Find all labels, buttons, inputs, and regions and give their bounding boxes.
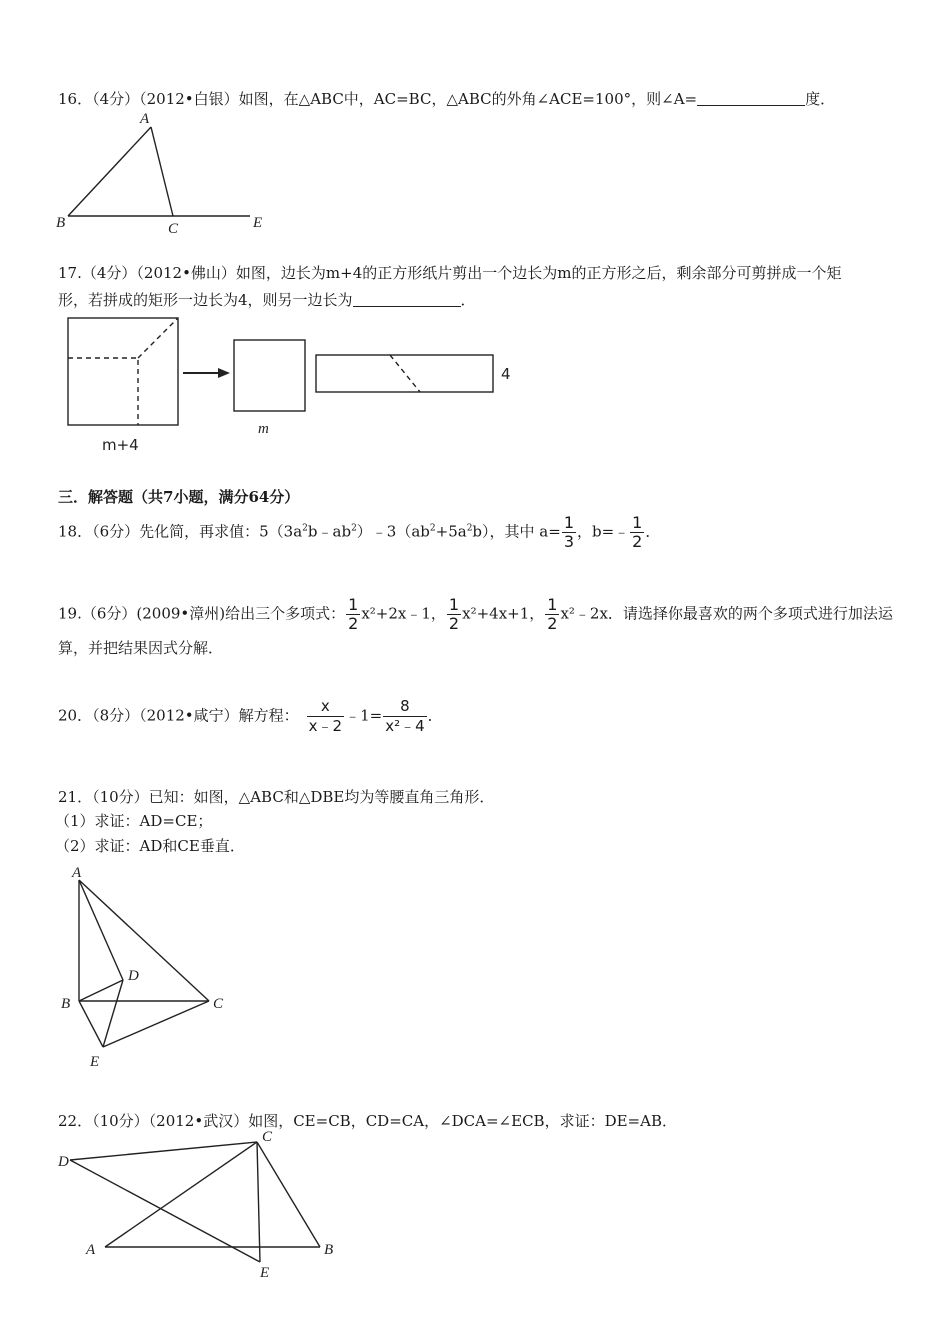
label-b: B — [56, 215, 66, 231]
q18-part5: b），其中 a= — [472, 522, 561, 541]
segment-be — [79, 1001, 103, 1047]
figure-21-triangles — [55, 862, 255, 1072]
segment-ad — [79, 880, 123, 980]
question-21-line1: 21．（10分）已知：如图，△ABC和△DBE均为等腰直角三角形． — [58, 788, 495, 806]
segment-bd — [79, 980, 123, 1001]
label-e: E — [90, 1054, 100, 1070]
fraction-right: $\frac{8}{\text{x²﹣4}}$ — [385, 697, 425, 735]
label-a: A — [72, 865, 82, 881]
label-4: 4 — [501, 365, 511, 383]
fraction-half-2: $\frac{1}{2}$ — [448, 595, 460, 633]
question-19-line2: 算，并把结果因式分解． — [58, 639, 224, 657]
label-d: D — [58, 1154, 69, 1170]
label-b: B — [324, 1242, 334, 1258]
section-3-header: 三．解答题（共7小题，满分64分） — [58, 488, 300, 506]
question-21-line3: （2）求证：AD和CE垂直． — [55, 837, 245, 855]
question-17-line2-row — [58, 289, 476, 311]
label-e: E — [253, 215, 263, 231]
q18-sup4: 2 — [466, 523, 473, 534]
q18-part1: 18．（6分）先化简，再求值：5（3a — [58, 522, 303, 541]
answer-blank — [353, 290, 461, 307]
q18-end: ． — [645, 522, 661, 541]
q20-part1: 20．（8分）（2012•咸宁）解方程： — [58, 706, 299, 725]
fraction-half-1: $\frac{1}{2}$ — [348, 595, 359, 633]
small-square — [234, 340, 305, 411]
rectangle-seam-dashed — [390, 355, 420, 392]
label-a: A — [86, 1242, 96, 1258]
segment-ce — [257, 1142, 260, 1262]
q18-part4: +5a — [435, 522, 467, 541]
segment-cb — [257, 1142, 320, 1247]
q18-sup1: 2 — [302, 523, 308, 534]
question-19 — [58, 596, 893, 633]
figure-17-squares — [60, 312, 530, 457]
segment-de — [103, 980, 123, 1047]
label-c: C — [262, 1129, 273, 1145]
inner-square-dashed — [68, 358, 138, 425]
big-square — [68, 318, 178, 425]
figure-22-triangles — [50, 1127, 360, 1282]
label-a: A — [140, 111, 150, 127]
q18-sup3: 2 — [429, 523, 436, 534]
q18-sup2: 2 — [351, 523, 357, 534]
side-ac — [151, 127, 173, 216]
segment-ce — [103, 1001, 209, 1047]
label-b: B — [61, 996, 71, 1012]
figure-16-triangle — [50, 105, 290, 240]
label-c: C — [168, 221, 179, 237]
q19-term2: x²+4x+1， — [462, 604, 545, 623]
question-17-line2: 形，若拼成的矩形一边长为4，则另一边长为 — [58, 291, 353, 309]
question-20 — [58, 697, 443, 736]
arrow-right-icon — [218, 368, 230, 378]
question-18 — [58, 514, 660, 551]
label-e: E — [260, 1265, 270, 1281]
q20-mid: ﹣1= — [345, 706, 383, 725]
fraction-half-3: $\frac{1}{2}$ — [547, 595, 558, 633]
fraction-a: $\frac{1}{3}$ — [563, 513, 574, 551]
fraction-b: $\frac{1}{2}$ — [632, 513, 643, 551]
segment-dc — [70, 1142, 257, 1160]
fraction-left: $\frac{x}{x﹣2}$ — [308, 697, 343, 735]
question-17-suffix: ． — [460, 291, 476, 309]
q19-part1: 19.（6分）(2009•漳州)给出三个多项式： — [58, 604, 346, 623]
q19-term3: x²﹣2x．请选择你最喜欢的两个多项式进行加法运 — [560, 604, 893, 623]
cut-line-dashed — [138, 318, 178, 358]
q20-end: ． — [427, 706, 443, 725]
label-m-plus-4: m+4 — [102, 436, 139, 454]
q19-term1: x²+2x﹣1， — [361, 604, 446, 623]
label-c: C — [213, 996, 224, 1012]
label-d: D — [128, 968, 139, 984]
question-16-suffix: 度． — [805, 90, 836, 108]
result-rectangle — [316, 355, 493, 392]
question-17 — [58, 262, 841, 284]
q18-part2: b﹣ab — [307, 522, 352, 541]
q18-part6: ，b=﹣ — [577, 522, 630, 541]
segment-ac — [105, 1142, 257, 1247]
question-16-text: 16．（4分）（2012•白银）如图，在△ABC中，AC=BC，△ABC的外角∠ACE=100°，则∠A= — [58, 90, 698, 108]
side-ab — [68, 127, 151, 216]
q18-part3: ）﹣3（ab — [356, 522, 430, 541]
question-21-line2: （1）求证：AD=CE； — [55, 812, 213, 830]
question-22-line1: 22．（10分）（2012•武汉）如图，CE=CB，CD=CA，∠DCA=∠ECB，求证：DE=AB． — [58, 1112, 677, 1130]
segment-ac — [79, 880, 209, 1001]
question-17-line1: 17.（4分）（2012•佛山）如图，边长为m+4的正方形纸片剪出一个边长为m的正方形之后，剩余部分可剪拼成一个矩 — [58, 264, 842, 282]
label-m: m — [258, 421, 269, 437]
answer-blank — [697, 89, 805, 106]
